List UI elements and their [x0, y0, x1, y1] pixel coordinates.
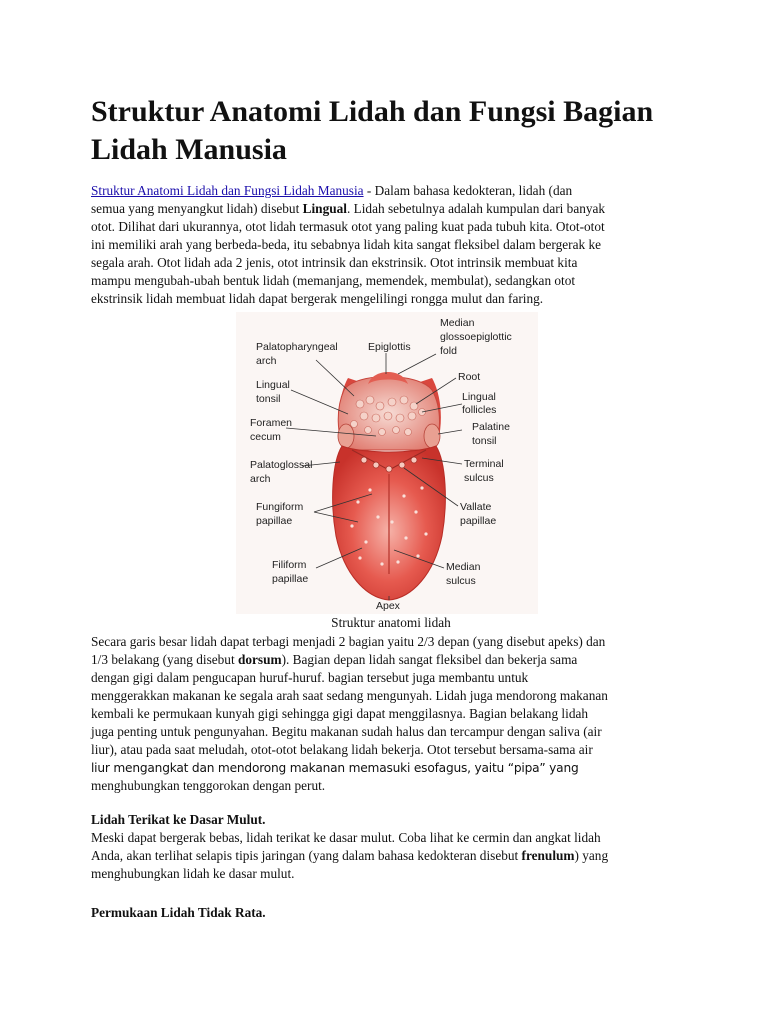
paragraph-frenulum: Meski dapat bergerak bebas, lidah terikat ke dasar mulut. Coba lihat ke cermin dan angkat lidah Anda, akan terlihat selapis tipis jaringan (yang dalam bahasa kedokteran disebut frenulum) yang menghubungkan lidah ke dasar mulut.: [91, 830, 609, 881]
label-filiform-2: papillae: [272, 573, 309, 585]
palatine-tonsil-right: [424, 424, 440, 448]
term-lingual: Lingual: [302, 201, 347, 216]
label-lingual-follicles: Lingual: [462, 391, 496, 403]
label-foramen-2: cecum: [250, 431, 281, 443]
label-palatine-2: tonsil: [472, 435, 497, 447]
label-fungiform: Fungiform: [256, 501, 304, 513]
label-foramen: Foramen: [250, 417, 293, 429]
label-terminal-2: sulcus: [464, 472, 494, 484]
label-median-gef-3: fold: [440, 345, 457, 357]
label-median-sulcus: Median: [446, 561, 481, 573]
label-palatoglossal-2: arch: [250, 473, 271, 485]
label-palatopharyngeal-2: arch: [256, 355, 277, 367]
article-link[interactable]: Struktur Anatomi Lidah dan Fungsi Lidah Manusia: [91, 183, 364, 198]
page-title: [91, 93, 691, 169]
label-epiglottis: Epiglottis: [368, 341, 411, 353]
label-palatine: Palatine: [472, 421, 510, 433]
title-line-2: Lidah Manusia: [91, 133, 287, 166]
term-dorsum: dorsum: [237, 652, 282, 667]
title-line-1: Struktur Anatomi Lidah dan Fungsi Bagian: [91, 95, 654, 128]
label-filiform: Filiform: [272, 559, 307, 571]
label-terminal: Terminal: [464, 458, 504, 470]
label-median-sulcus-2: sulcus: [446, 575, 476, 587]
figure-caption: Struktur anatomi lidah: [331, 615, 451, 630]
section-heading-dasar-mulut: Lidah Terikat ke Dasar Mulut.: [91, 812, 266, 827]
label-palatopharyngeal: Palatopharyngeal: [256, 341, 338, 353]
tongue-diagram: [236, 312, 538, 614]
term-frenulum: frenulum: [521, 848, 575, 863]
label-median-gef: Median: [440, 317, 475, 329]
label-lingual-follicles-2: follicles: [462, 404, 497, 416]
label-fungiform-2: papillae: [256, 515, 293, 527]
label-root: Root: [458, 371, 481, 383]
label-apex: Apex: [376, 600, 400, 612]
label-vallate: Vallate: [460, 501, 492, 513]
label-median-gef-2: glossoepiglottic: [440, 331, 512, 343]
intro-paragraph: Struktur Anatomi Lidah dan Fungsi Lidah Manusia - Dalam bahasa kedokteran, lidah (dan semua yang menyangkut lidah) disebut Lingual. Lidah sebetulnya adalah kumpulan dari banyak otot. Dilihat dari ukurannya, otot lidah termasuk otot yang paling kuat pada tubuh kita. Otot-otot ini memiliki arah yang berbeda-beda, itu sebabnya lidah kita sangat fleksibel dalam bergerak ke segala arah. Otot lidah ada 2 jenis, otot intrinsik dan ekstrinsik. Otot intrinsik membuat kita mampu mengubah-ubah bentuk lidah (memanjang, memendek, membulat), sedangkan otot ekstrinsik lidah membuat lidah dapat bergerak mengelilingi rongga mulut dan faring.: [91, 183, 606, 306]
label-palatoglossal: Palatoglossal: [250, 459, 313, 471]
section-heading-permukaan: Permukaan Lidah Tidak Rata.: [91, 905, 266, 920]
palatine-tonsil-left: [338, 424, 354, 448]
label-vallate-2: papillae: [460, 515, 497, 527]
paragraph-bagian-lidah: Secara garis besar lidah dapat terbagi menjadi 2 bagian yaitu 2/3 depan (yang disebut apeks) dan 1/3 belakang (yang disebut dorsum). Bagian depan lidah sangat fleksibel dan bekerja sama dengan gigi dalam pengucapan huruf-huruf. bagian tersebut juga membantu untuk menggerakkan makanan ke segala arah saat sedang mengunyah. Lidah juga mendorong makanan kembali ke permukaan kunyah gigi sehingga gigi dapat menggilasnya. Bagian belakang lidah juga penting untuk pengunyahan. Begitu makanan sudah halus dan tercampur dengan saliva (air liur), atau pada saat meludah, otot-otot belakang lidah bekerja. Otot tersebut bersama-sama air liur mengangkat dan mendorong makanan memasuki esofagus, yaitu “pipa” yang menghubungkan tenggorokan dengan perut.: [91, 634, 608, 793]
label-lingual-tonsil: Lingual: [256, 379, 290, 391]
tongue-anatomy-figure: [236, 312, 538, 614]
label-lingual-tonsil-2: tonsil: [256, 393, 281, 405]
